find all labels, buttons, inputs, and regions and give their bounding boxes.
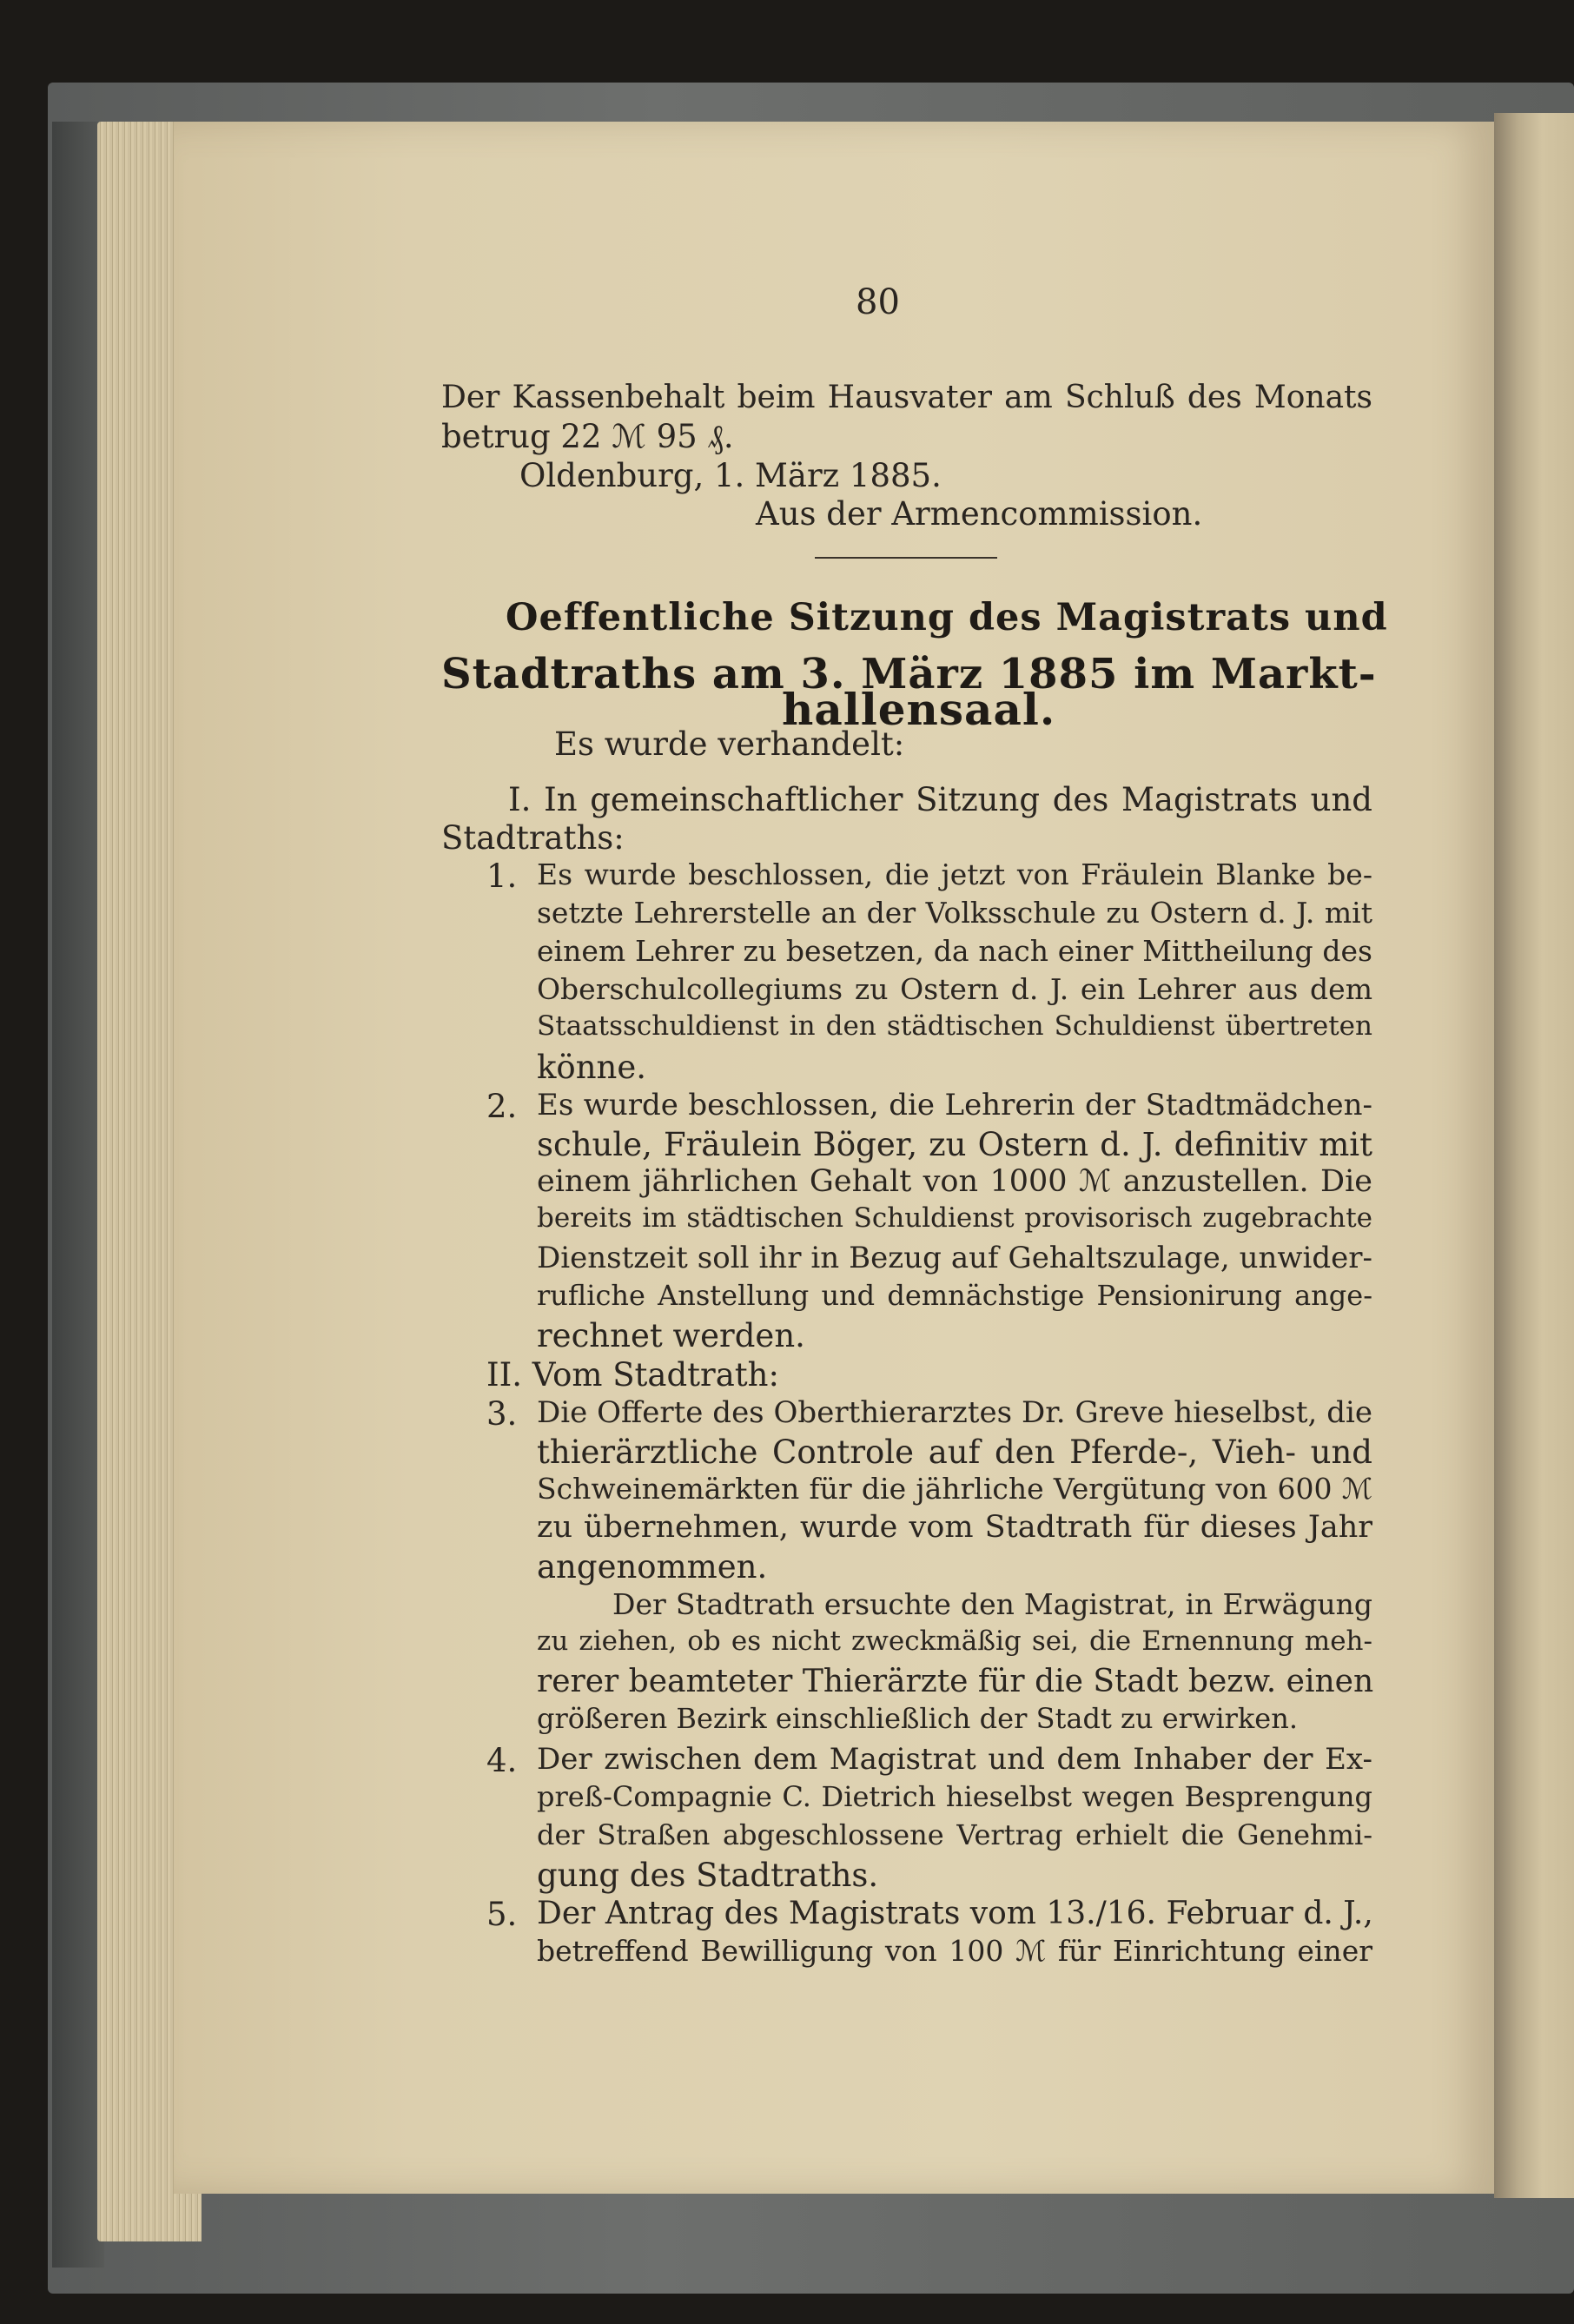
item-4-line: gung des Stadtraths. (537, 1857, 879, 1894)
opening-line: Es wurde verhandelt: (554, 725, 905, 763)
divider-rule (815, 557, 997, 559)
item-2-line: schule, Fräulein Böger, zu Ostern d. J. definitiv mit (537, 1126, 1372, 1163)
item-1-line: Es wurde beschlossen, die jetzt von Fräulein Blanke be- (537, 857, 1372, 891)
book-gutter (1494, 113, 1574, 2198)
item-number: 4. (486, 1742, 518, 1779)
section-heading: hallensaal. (782, 684, 1056, 735)
item-2-line: Dienstzeit soll ihr in Bezug auf Gehaltszulage, unwider- (537, 1241, 1372, 1275)
item-1-line: einem Lehrer zu besetzen, da nach einer Mittheilung des (537, 934, 1372, 968)
item-3-continuation-line: größeren Bezirk einschließlich der Stadt zu erwirken. (537, 1702, 1298, 1735)
item-3-line: Schweinemärkten für die jährliche Vergütung von 600 ℳ (537, 1472, 1372, 1506)
item-2-line: einem jährlichen Gehalt von 1000 ℳ anzustellen. Die (537, 1164, 1372, 1199)
item-4-line: der Straßen abgeschlossene Vertrag erhielt die Genehmi- (537, 1818, 1372, 1851)
item-4-line: Der zwischen dem Magistrat und dem Inhaber der Ex- (537, 1742, 1372, 1777)
page-number: 80 (856, 282, 900, 322)
section-heading-i: I. In gemeinschaftlicher Sitzung des Magistrats und (508, 781, 1372, 818)
intro-line: betrug 22 ℳ 95 ₰. (441, 418, 734, 455)
section-heading-i: Stadtraths: (441, 819, 625, 857)
item-number: 2. (486, 1088, 518, 1125)
intro-line: Der Kassenbehalt beim Hausvater am Schluß des Monats (441, 380, 1372, 415)
item-2-line: rufliche Anstellung und demnächstige Pensionirung ange- (537, 1279, 1372, 1312)
item-1-line: setzte Lehrerstelle an der Volksschule zu Ostern d. J. mit (537, 896, 1372, 930)
section-heading-ii: II. Vom Stadtrath: (486, 1356, 779, 1394)
item-number: 3. (486, 1395, 518, 1433)
item-3-continuation-line: zu ziehen, ob es nicht zweckmäßig sei, die Ernennung meh- (537, 1625, 1372, 1657)
item-5-line: betreffend Bewilligung von 100 ℳ für Einrichtung einer (537, 1934, 1372, 1968)
item-5-line: Der Antrag des Magistrats vom 13./16. Februar d. J., (537, 1896, 1373, 1931)
item-2-line: Es wurde beschlossen, die Lehrerin der Stadtmädchen- (537, 1088, 1372, 1122)
item-1-line: könne. (537, 1049, 647, 1086)
item-1-line: Oberschulcollegiums zu Ostern d. J. ein Lehrer aus dem (537, 972, 1372, 1006)
item-2-line: bereits im städtischen Schuldienst provisorisch zugebrachte (537, 1202, 1372, 1234)
item-4-line: preß-Compagnie C. Dietrich hieselbst wegen Besprengung (537, 1780, 1372, 1813)
intro-line: Aus der Armencommission. (756, 495, 1203, 533)
item-3-line: Die Offerte des Oberthierarztes Dr. Greve hieselbst, die (537, 1395, 1372, 1430)
item-3-continuation-line: Der Stadtrath ersuchte den Magistrat, in Erwägung (612, 1587, 1372, 1621)
item-number: 1. (486, 857, 518, 895)
cover-shadow (52, 122, 104, 2268)
item-3-line: angenommen. (537, 1548, 768, 1586)
intro-line: Oldenburg, 1. März 1885. (519, 457, 942, 494)
item-number: 5. (486, 1896, 518, 1933)
item-3-line: thierärztliche Controle auf den Pferde-, Vieh- und (537, 1433, 1372, 1471)
item-2-line: rechnet werden. (537, 1317, 805, 1354)
item-3-continuation-line: rerer beamteter Thierärzte für die Stadt bezw. einen (537, 1664, 1374, 1699)
item-1-line: Staatsschuldienst in den städtischen Schuldienst übertreten (537, 1010, 1372, 1042)
section-heading: Stadtraths am 3. März 1885 im Markt- (441, 650, 1377, 699)
item-3-line: zu übernehmen, wurde vom Stadtrath für dieses Jahr (537, 1510, 1372, 1545)
section-heading: Oeffentliche Sitzung des Magistrats und (506, 596, 1388, 639)
